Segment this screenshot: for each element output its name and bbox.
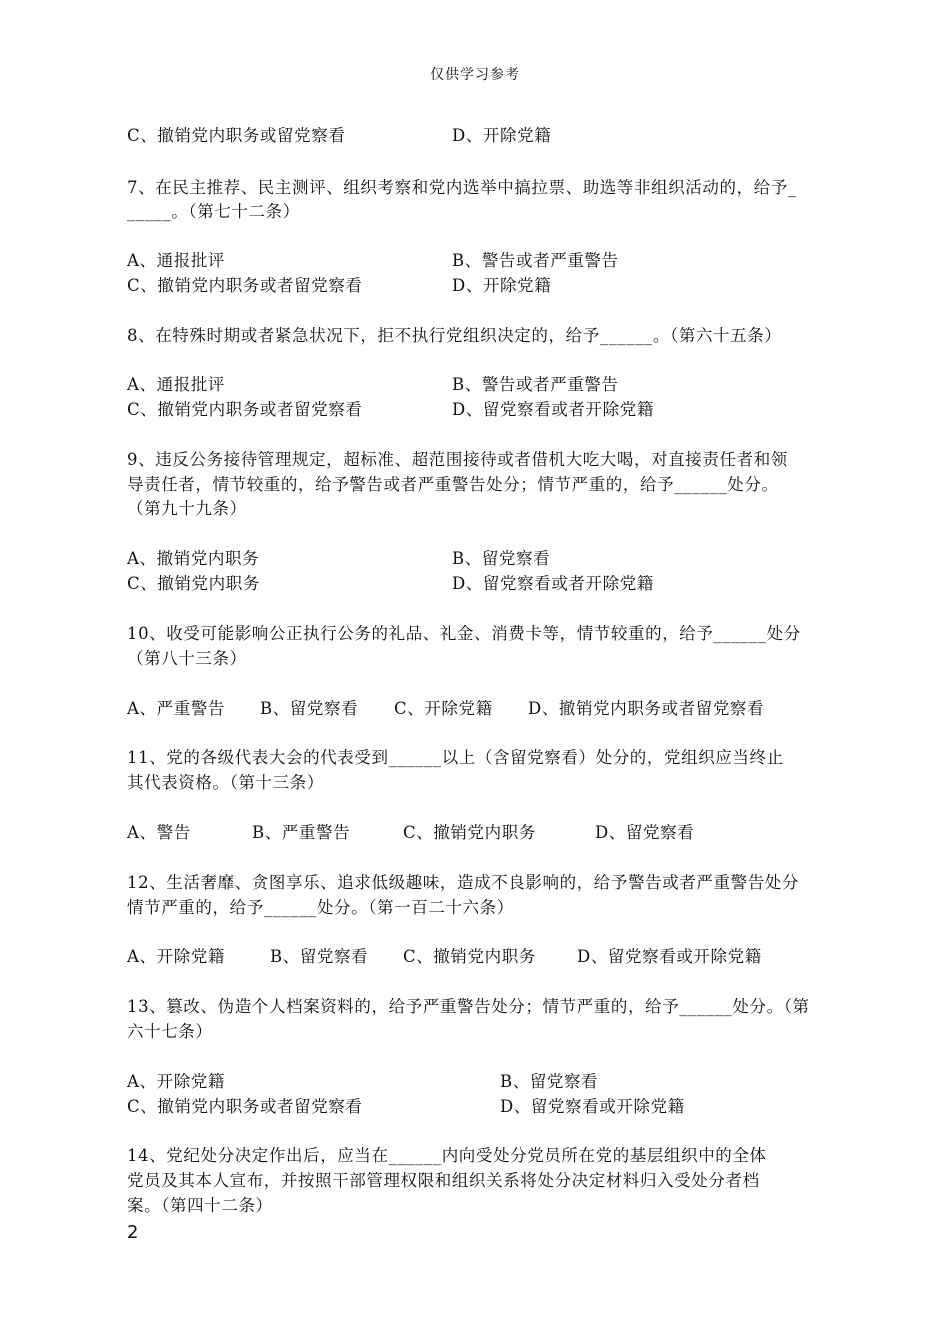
page-header: 仅供学习参考 xyxy=(430,67,520,83)
q13-text-line1: 13、篡改、伪造个人档案资料的，给予严重警告处分；情节严重的，给予______处分。（第 xyxy=(127,997,810,1016)
q11-text-line1: 11、党的各级代表大会的代表受到______以上（含留党察看）处分的，党组织应当终止 xyxy=(127,748,784,767)
q7-text-line2: _____。（第七十二条） xyxy=(127,202,300,221)
q7-option-c: C、撤销党内职务或者留党察看 xyxy=(127,276,363,295)
q14-text-line2: 党员及其本人宣布，并按照干部管理权限和组织关系将处分决定材料归入受处分者档 xyxy=(127,1171,760,1190)
q13-option-c: C、撤销党内职务或者留党察看 xyxy=(127,1097,363,1116)
q7-option-b: B、警告或者严重警告 xyxy=(452,251,619,270)
q12-option-b: B、留党察看 xyxy=(270,947,369,966)
q8-option-b: B、警告或者严重警告 xyxy=(452,375,619,394)
q10-option-c: C、开除党籍 xyxy=(394,699,493,718)
q14-text-line1: 14、党纪处分决定作出后，应当在______内向受处分党员所在党的基层组织中的全体 xyxy=(127,1146,767,1165)
q9-option-b: B、留党察看 xyxy=(452,549,551,568)
q9-text-line2: 导责任者，情节较重的，给予警告或者严重警告处分；情节严重的，给予______处分。 xyxy=(127,475,779,494)
q13-text-line2: 六十七条） xyxy=(127,1022,213,1041)
q9-option-d: D、留党察看或者开除党籍 xyxy=(452,574,654,593)
q14-text-line3: 案。（第四十二条） xyxy=(127,1196,273,1215)
q10-text-line2: （第八十三条） xyxy=(127,649,247,668)
q7-option-d: D、开除党籍 xyxy=(452,276,552,295)
q9-text-line1: 9、违反公务接待管理规定，超标准、超范围接待或者借机大吃大喝，对直接责任者和领 xyxy=(127,450,788,469)
q7-option-a: A、通报批评 xyxy=(127,251,226,270)
q8-option-a: A、通报批评 xyxy=(127,375,226,394)
q9-option-a: A、撤销党内职务 xyxy=(127,549,260,568)
q12-option-d: D、留党察看或开除党籍 xyxy=(577,947,762,966)
q11-option-b: B、严重警告 xyxy=(252,823,351,842)
q12-option-c: C、撤销党内职务 xyxy=(403,947,536,966)
q13-option-a: A、开除党籍 xyxy=(127,1072,226,1091)
q9-option-c: C、撤销党内职务 xyxy=(127,574,260,593)
q12-text-line1: 12、生活奢靡、贪图享乐、追求低级趣味，造成不良影响的，给予警告或者严重警告处分 xyxy=(127,873,799,892)
q9-text-line3: （第九十九条） xyxy=(127,499,247,518)
q6-option-c: C、撤销党内职务或留党察看 xyxy=(127,126,346,145)
q8-option-c: C、撤销党内职务或者留党察看 xyxy=(127,400,363,419)
q11-option-d: D、留党察看 xyxy=(595,823,695,842)
q11-option-c: C、撤销党内职务 xyxy=(403,823,536,842)
q11-option-a: A、警告 xyxy=(127,823,191,842)
q11-text-line2: 其代表资格。（第十三条） xyxy=(127,773,324,792)
q6-option-d: D、开除党籍 xyxy=(452,126,552,145)
q8-option-d: D、留党察看或者开除党籍 xyxy=(452,400,654,419)
q7-text-line1: 7、在民主推荐、民主测评、组织考察和党内选举中搞拉票、助选等非组织活动的，给予_ xyxy=(127,178,797,197)
q10-option-d: D、撤销党内职务或者留党察看 xyxy=(528,699,765,718)
q12-option-a: A、开除党籍 xyxy=(127,947,226,966)
q10-text-line1: 10、收受可能影响公正执行公务的礼品、礼金、消费卡等，情节较重的，给予______处分 xyxy=(127,624,801,643)
q10-option-a: A、严重警告 xyxy=(127,699,226,718)
q8-text-line1: 8、在特殊时期或者紧急状况下，拒不执行党组织决定的，给予______。（第六十五条） xyxy=(127,326,782,345)
q13-option-d: D、留党察看或开除党籍 xyxy=(500,1097,685,1116)
q12-text-line2: 情节严重的，给予______处分。（第一百二十六条） xyxy=(127,898,514,917)
q10-option-b: B、留党察看 xyxy=(260,699,359,718)
q13-option-b: B、留党察看 xyxy=(500,1072,599,1091)
page-number: 2 xyxy=(127,1222,139,1243)
